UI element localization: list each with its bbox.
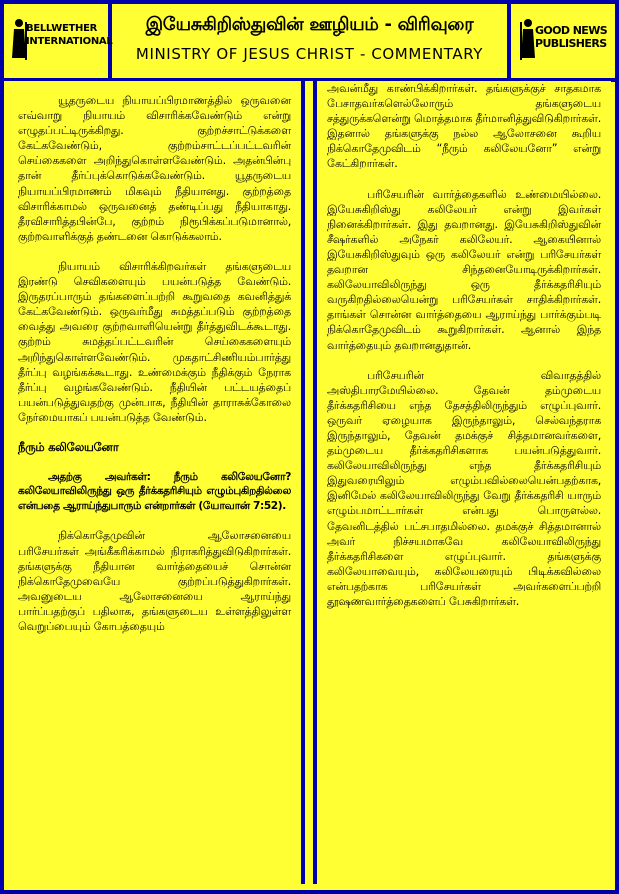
logo-left-line2: INTERNATIONAL: [26, 36, 113, 47]
paragraph: பரிசேயரின் வார்த்தைகளில் உண்மையில்லை. இயேசுகிறிஸ்து கலிலேயர் என்று இவர்கள் நினைக்கிறார்கள். இது தவறானது. இயேசுகிறிஸ்துவின் சீஷர்களில் அநேகர் கலிலேயர். ஆகையினால் இயேசுகிறிஸ்துவும் ஒரு கலிலேயர் என்று பரிசேயர்கள் தவறான சிந்தனையோடிருக்கிறார்கள். கலிலேயாவிலிருந்து ஒரு தீர்க்கதரிசியும் வருகிறதில்லையென்று பரிசேயர்கள் சாதிக்கிறார்கள். தாங்கள் சொன்ன வார்த்தையை ஆராய்ந்து பார்க்கும்படி நிக்கொதேமுவிடம் கூறுகிறார்கள். ஆனால் இந்த வார்த்தையும் தவறானதுதான்.: [327, 187, 601, 352]
logo-right-line1: GOOD NEWS: [535, 24, 608, 37]
right-column: [313, 81, 611, 884]
page-header: [4, 4, 615, 82]
scripture-quote: அதற்கு அவர்கள்: நீரும் கலிலேயனோ? கலிலேயாவிலிருந்து ஒரு தீர்க்கதரிசியும் எழும்புகிறதில்லை என்பதை ஆராய்ந்துபாரும் என்றார்கள் (யோவான் 7:52).: [18, 470, 291, 512]
title-block: [112, 4, 507, 78]
paragraph: யூதருடைய நியாயப்பிரமாணத்தில் ஒருவனை எவ்வாறு நியாயம் விசாரிக்கவேண்டும் என்று எழுதப்பட்டிருக்கிறது. குற்றச்சாட்டுக்களை கேட்கவேண்டும், குற்றம்சாட்டப்பட்டவரின் செய்கைகளை அறிந்துகொள்ளவேண்டும். அதன்பின்பு தான் தீர்ப்புக்கொடுக்கவேண்டும். யூதருடைய நியாயப்பிரமாணம் மிகவும் நீதியானது. குற்றத்தை விசாரிக்காமல் ஒருவனைத் தண்டிப்பது நீதியாகாது. தீரவிசாரித்தபின்பே, குற்றம் நிரூபிக்கப்படுமானால், குற்றவாளிக்குத் தண்டனை கொடுக்கலாம்.: [18, 94, 291, 243]
bellwether-logo: [4, 4, 112, 78]
logo-right-line2: PUBLISHERS: [535, 37, 607, 50]
page-title-tamil: இயேசுகிறிஸ்துவின் ஊழியம் - விரிவுரை: [145, 14, 474, 35]
logo-right-text: [535, 24, 607, 50]
good-news-logo: [507, 4, 615, 78]
page-title-english: MINISTRY OF JESUS CHRIST - COMMENTARY: [135, 45, 484, 63]
column-gap: [305, 81, 313, 884]
paragraph: அவன்மீது காண்பிக்கிறார்கள். தங்களுக்குச் சாதகமாக பேசாதவர்களெல்லோரும் தங்களுடைய சத்துருக்களென்று மொத்தமாக தீர்மானித்துவிடுகிறார்கள். இதனால் தங்களுக்கு நல்ல ஆலோசனை கூறிய நிக்கொதேமுவிடம் “நீரும் கலிலேயனோ” என்று கேட்கிறார்கள்.: [327, 82, 601, 171]
logo-left-line1: BELLWETHER: [26, 23, 98, 34]
left-column: [4, 81, 305, 884]
paragraph: நிக்கொதேமுவின் ஆலோசனையை பரிசேயர்கள் அங்கீகரிக்காமல் நிராகரித்துவிடுகிறார்கள். தங்களுக்கு நீதியான வார்த்தையைச் சொன்ன நிக்கொதேமுவையே குற்றப்படுத்துகிறார்கள். அவனுடைய ஆலோசனையை ஆராய்ந்து பார்ப்பதற்குப் பதிலாக, தங்களுடைய உள்ளத்திலுள்ள வெறுப்பையும் கோபத்தையும்: [18, 529, 291, 634]
paragraph: பரிசேயரின் விவாதத்தில் அஸ்திபாரமேயில்லை. தேவன் தம்முடைய தீர்க்கதரிசியை எந்த தேசத்திலிருந்தும் எழுப்புவார். ஒருவர் ஏழையாக இருந்தாலும், செல்வந்தராக இருந்தாலும், தேவன் தமக்குச் சித்தமானவர்களை, தம்முடைய தீர்க்கதரிசிகளாக பயன்படுத்துவார். கலிலேயாவிலிருந்து எந்த தீர்க்கதரிசியும் இதுவரையிலும் எழும்பவில்லையென்பதற்காக, இனிமேல் கலிலேயாவிலிருந்து வேறு தீர்க்கதரிசி யாரும் எழும்பமாட்டார்கள் என்பது பொருளல்ல. தேவனிடத்தில் பட்சபாதமில்லை. தமக்குச் சித்தமானால் அவர் நிச்சயமாகவே கலிலேயாவிலிருந்து தீர்க்கதரிசிகளை எழுப்புவார். தங்களுக்கு கலிலேயாவையும், கலிலேயரையும் பிடிக்கவில்லை என்பதற்காக பரிசேயர்கள் அவர்களைப்பற்றி தூஷணவார்த்தைகளைப் பேசுகிறார்கள்.: [327, 368, 601, 608]
logo-left-text: [26, 22, 112, 48]
paragraph: நியாயம் விசாரிக்கிறவர்கள் தங்களுடைய இரண்டு செவிகளையும் பயன்படுத்த வேண்டும். இருதரப்பாரும் தங்களைப்பற்றி கூறுவதை கவனித்துக் கேட்கவேண்டும். ஒருவர்மீது சுமத்தப்படும் குற்றத்தை வைத்து அவரை குற்றவாளியென்று தீர்த்துவிடக்கூடாது. குற்றம் சுமத்தப்பட்டவரின் செய்கைகளையும் அறிந்துகொள்ளவேண்டும். முகதாட்சிணியம்பார்த்து தீர்ப்பு வழங்கக்கூடாது. உண்மைக்கும் நீதிக்கும் நேராக தீர்ப்பு வழங்கவேண்டும். நீதியின் பட்டயத்தைப் பயன்படுத்துவதற்கு முன்பாக, நீதியின் தாராசுக்கோலை நேர்மையாகப் பயன்படுத்த வேண்டும்.: [18, 259, 291, 424]
section-heading: நீரும் கலிலேயனோ: [18, 439, 119, 454]
